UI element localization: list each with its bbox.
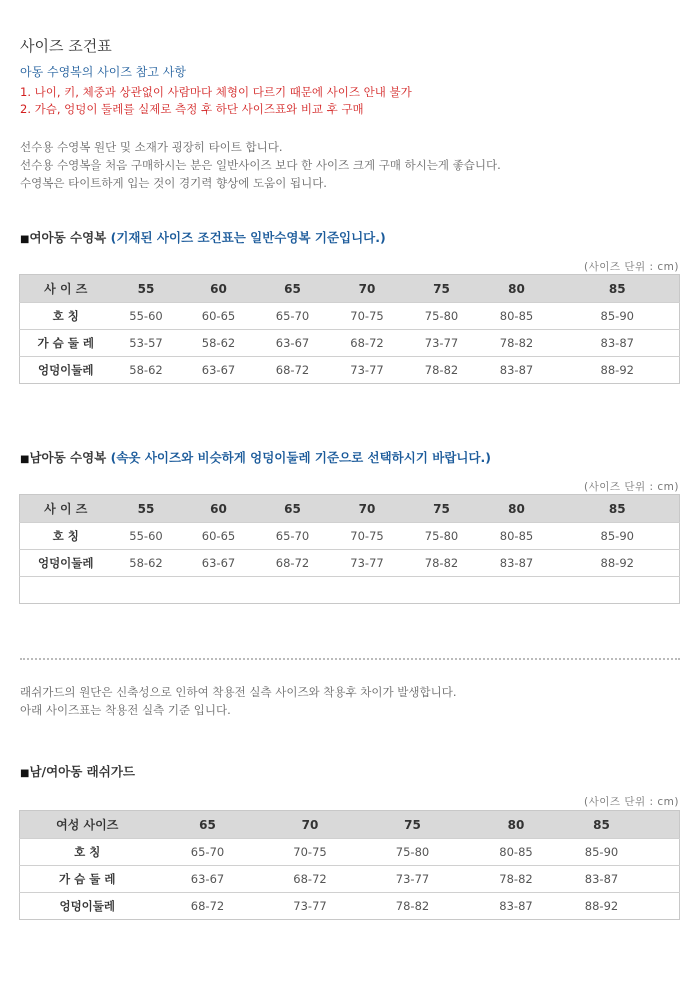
bullet-icon: ■: [20, 454, 30, 465]
bullet-icon: ■: [20, 234, 30, 245]
table-cell: 73-77: [329, 550, 406, 577]
table-cell: 73-77: [329, 357, 406, 384]
table-row: [20, 839, 680, 866]
table-cell: 68-72: [261, 866, 360, 893]
table-cell: 55-60: [112, 523, 181, 550]
rash-note-2: 아래 사이즈표는 착용전 실측 기준 입니다.: [20, 703, 231, 717]
table-cell: 80-85: [466, 839, 567, 866]
header-cell: 사 이 즈: [20, 275, 112, 303]
dotted-divider: [20, 658, 680, 660]
table-cell: 75-80: [360, 839, 466, 866]
table-cell: 78-82: [478, 330, 556, 357]
table-cell: 68-72: [257, 357, 329, 384]
table-cell: 85-90: [556, 303, 680, 330]
table-cell: 88-92: [556, 550, 680, 577]
table-header-row: [20, 495, 680, 523]
table-row-empty: [20, 577, 680, 604]
table-cell: 65-70: [155, 839, 261, 866]
table-cell: 70-75: [329, 523, 406, 550]
table-cell: 83-87: [556, 330, 680, 357]
table-cell: 73-77: [261, 893, 360, 920]
row-label: 호 칭: [20, 523, 112, 550]
boys-heading-text: 남아동 수영복: [29, 450, 107, 465]
row-label: 가 슴 둘 레: [20, 866, 155, 893]
table-cell: 73-77: [406, 330, 478, 357]
table-row: [20, 550, 680, 577]
header-cell-empty: [637, 811, 680, 839]
note-2: 선수용 수영복을 처음 구매하시는 분은 일반사이즈 보다 한 사이즈 크게 구매 하시는게 좋습니다.: [20, 158, 501, 172]
subtitle: 아동 수영복의 사이즈 참고 사항: [20, 65, 186, 79]
row-label: 호 칭: [20, 839, 155, 866]
girls-heading-text: 여아동 수영복: [29, 230, 107, 245]
header-cell: 65: [155, 811, 261, 839]
table-cell: 65-70: [257, 523, 329, 550]
table-cell: 85-90: [567, 839, 637, 866]
rash-heading: [20, 762, 135, 780]
table-cell: 68-72: [155, 893, 261, 920]
table-cell: 68-72: [257, 550, 329, 577]
table-row: [20, 866, 680, 893]
table-header-row: [20, 811, 680, 839]
header-cell: 60: [181, 275, 257, 303]
header-cell: 55: [112, 495, 181, 523]
table-row: [20, 523, 680, 550]
table-cell: 60-65: [181, 303, 257, 330]
table-cell: 80-85: [478, 523, 556, 550]
header-cell: 65: [257, 275, 329, 303]
table-cell: 73-77: [360, 866, 466, 893]
header-cell: 75: [360, 811, 466, 839]
table-cell: 75-80: [406, 303, 478, 330]
table-cell: 75-80: [406, 523, 478, 550]
table-cell: [556, 577, 680, 604]
header-cell: 75: [406, 275, 478, 303]
table-cell: 83-87: [466, 893, 567, 920]
rash-heading-text: 남/여아동 래쉬가드: [29, 764, 135, 779]
page-title: 사이즈 조건표: [20, 37, 112, 55]
table-cell: 58-62: [112, 550, 181, 577]
table-cell: 63-67: [155, 866, 261, 893]
header-cell: 70: [329, 495, 406, 523]
header-cell: 70: [261, 811, 360, 839]
table-header-row: [20, 275, 680, 303]
header-cell: 80: [478, 495, 556, 523]
table-cell: 85-90: [556, 523, 680, 550]
table-row: [20, 893, 680, 920]
header-cell: 75: [406, 495, 478, 523]
header-cell: 85: [556, 495, 680, 523]
table-cell: [406, 577, 478, 604]
table-cell: 83-87: [567, 866, 637, 893]
table-cell: 83-87: [478, 550, 556, 577]
table-cell-empty: [637, 893, 680, 920]
table-cell: 58-62: [181, 330, 257, 357]
table-cell: 65-70: [257, 303, 329, 330]
row-label: [20, 577, 112, 604]
header-cell: 여성 사이즈: [20, 811, 155, 839]
table-cell: [478, 577, 556, 604]
table-cell: 78-82: [406, 550, 478, 577]
header-cell: 85: [567, 811, 637, 839]
row-label: 가 슴 둘 레: [20, 330, 112, 357]
table-cell-empty: [637, 839, 680, 866]
bullet-icon: ■: [20, 768, 30, 779]
header-cell: 55: [112, 275, 181, 303]
note-1: 선수용 수영복 원단 및 소재가 굉장히 타이트 합니다.: [20, 140, 283, 154]
rash-note-1: 래쉬가드의 원단은 신축성으로 인하여 착용전 실측 사이즈와 착용후 차이가 발생합니다.: [20, 685, 457, 699]
table-cell: 60-65: [181, 523, 257, 550]
girls-heading: [20, 228, 386, 246]
table-cell: 78-82: [466, 866, 567, 893]
table-cell: 63-67: [181, 550, 257, 577]
row-label: 엉덩이둘레: [20, 550, 112, 577]
table-cell: 53-57: [112, 330, 181, 357]
row-label: 엉덩이둘레: [20, 893, 155, 920]
table-cell: 68-72: [329, 330, 406, 357]
red-note-2: 2. 가슴, 엉덩이 둘레를 실제로 측정 후 하단 사이즈표와 비교 후 구매: [20, 102, 364, 116]
boys-heading-note: (속옷 사이즈와 비슷하게 엉덩이둘레 기준으로 선택하시기 바랍니다.): [110, 450, 492, 465]
unit-label: (사이즈 단위 : cm): [584, 481, 679, 493]
table-cell: 83-87: [478, 357, 556, 384]
table-cell: 55-60: [112, 303, 181, 330]
table-cell: [181, 577, 257, 604]
header-cell: 70: [329, 275, 406, 303]
table-row: [20, 330, 680, 357]
table-cell: 58-62: [112, 357, 181, 384]
table-cell: [257, 577, 329, 604]
girls-size-table: [19, 274, 680, 384]
table-cell: 63-67: [181, 357, 257, 384]
unit-label: (사이즈 단위 : cm): [584, 261, 679, 273]
table-cell: 88-92: [556, 357, 680, 384]
table-cell: 88-92: [567, 893, 637, 920]
header-cell: 80: [466, 811, 567, 839]
boys-size-table: [19, 494, 680, 604]
table-cell: 70-75: [329, 303, 406, 330]
header-cell: 사 이 즈: [20, 495, 112, 523]
header-cell: 65: [257, 495, 329, 523]
table-cell: 78-82: [406, 357, 478, 384]
table-cell: 78-82: [360, 893, 466, 920]
table-row: [20, 357, 680, 384]
table-cell-empty: [637, 866, 680, 893]
rash-size-table: [19, 810, 680, 920]
header-cell: 85: [556, 275, 680, 303]
girls-heading-note: (기재된 사이즈 조건표는 일반수영복 기준입니다.): [110, 230, 386, 245]
header-cell: 80: [478, 275, 556, 303]
note-3: 수영복은 타이트하게 입는 것이 경기력 향상에 도움이 됩니다.: [20, 176, 327, 190]
table-cell: 70-75: [261, 839, 360, 866]
row-label: 호 칭: [20, 303, 112, 330]
red-note-1: 1. 나이, 키, 체중과 상관없이 사람마다 체형이 다르기 때문에 사이즈 안내 불가: [20, 85, 412, 99]
table-cell: 80-85: [478, 303, 556, 330]
table-cell: 63-67: [257, 330, 329, 357]
table-row: [20, 303, 680, 330]
row-label: 엉덩이둘레: [20, 357, 112, 384]
unit-label: (사이즈 단위 : cm): [584, 796, 679, 808]
boys-heading: [20, 448, 491, 466]
table-cell: [329, 577, 406, 604]
table-cell: [112, 577, 181, 604]
header-cell: 60: [181, 495, 257, 523]
